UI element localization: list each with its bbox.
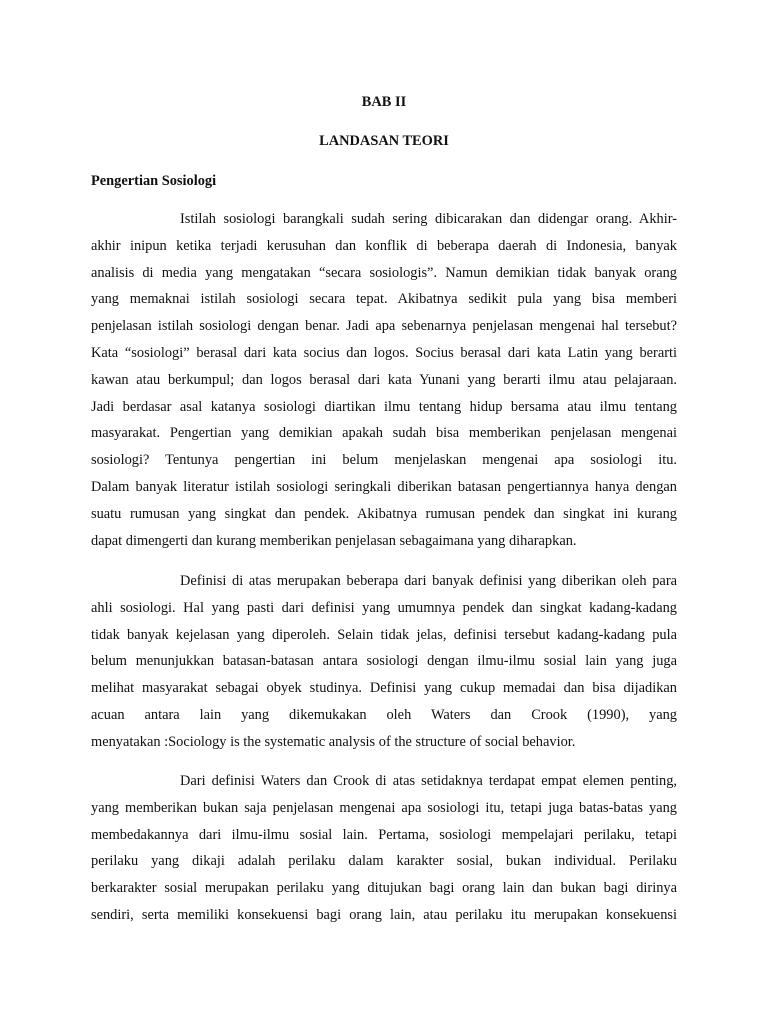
paragraph-line: kawan atau berkumpul; dan logos berasal dari kata Yunani yang berarti ilmu atau pelajaraan. [91, 371, 677, 388]
paragraph-line: membedakannya dari ilmu-ilmu sosial lain. Pertama, sosiologi mempelajari perilaku, tetapi [91, 826, 677, 843]
paragraph-line: akhir inipun ketika terjadi kerusuhan dan konflik di beberapa daerah di Indonesia, banyak [91, 237, 677, 254]
paragraph-3 [91, 768, 677, 929]
chapter-number: BAB II [361, 94, 407, 110]
paragraph-line: perilaku yang dikaji adalah perilaku dalam karakter sosial, bukan individual. Perilaku [91, 853, 677, 870]
paragraph-line: melihat masyarakat sebagai obyek studinya. Definisi yang cukup memadai dan bisa dijadikan [91, 680, 677, 697]
paragraph-line: Kata “sosiologi” berasal dari kata socius dan logos. Socius berasal dari kata Latin yang berarti [91, 344, 677, 361]
paragraph-line: acuan antara lain yang dikemukakan oleh Waters dan Crook (1990), yang [91, 706, 677, 723]
paragraph-line: Dari definisi Waters dan Crook di atas setidaknya terdapat empat elemen penting, [180, 773, 677, 789]
chapter-title: LANDASAN TEORI [319, 133, 449, 149]
section-heading: Pengertian Sosiologi [91, 173, 217, 189]
paragraph-line: Dalam banyak literatur istilah sosiologi seringkali diberikan batasan pengertiannya hanya dengan [91, 478, 677, 495]
paragraph-line: Jadi berdasar asal katanya sosiologi diartikan ilmu tentang hidup bersama atau ilmu tentang [91, 398, 677, 415]
paragraph-line: masyarakat. Pengertian yang demikian apakah sudah bisa memberikan penjelasan mengenai [91, 425, 677, 442]
paragraph-line: penjelasan istilah sosiologi dengan benar. Jadi apa sebenarnya penjelasan mengenai hal tersebut? [91, 318, 677, 335]
paragraph-line: Definisi di atas merupakan beberapa dari banyak definisi yang diberikan oleh para [180, 573, 677, 589]
paragraph-line: belum menunjukkan batasan-batasan antara sosiologi dengan ilmu-ilmu sosial lain yang juga [91, 653, 677, 670]
paragraph-line: analisis di media yang mengatakan “secara sosiologis”. Namun demikian tidak banyak orang [91, 264, 677, 281]
paragraph-line: tidak banyak kejelasan yang diperoleh. Selain tidak jelas, definisi tersebut kadang-kadang pula [91, 626, 677, 643]
paragraph-line: dapat dimengerti dan kurang memberikan penjelasan sebagaimana yang diharapkan. [91, 532, 577, 549]
paragraph-line: berkarakter sosial merupakan perilaku yang ditujukan bagi orang lain dan bukan bagi dirinya [91, 880, 677, 897]
paragraph-line: Istilah sosiologi barangkali sudah sering dibicarakan dan didengar orang. Akhir- [180, 211, 677, 227]
paragraph-line: menyatakan :Sociology is the systematic analysis of the structure of social behavior. [91, 733, 576, 750]
paragraph-2 [91, 568, 677, 756]
paragraph-line: sendiri, serta memiliki konsekuensi bagi orang lain, atau perilaku itu merupakan konsekuensi [91, 906, 677, 923]
paragraph-line: yang memaknai istilah sosiologi secara tepat. Akibatnya sedikit pula yang bisa memberi [91, 291, 677, 308]
paragraph-line: sosiologi? Tentunya pengertian ini belum menjelaskan mengenai apa sosiologi itu. [91, 452, 677, 469]
paragraph-1 [91, 206, 677, 554]
paragraph-line: suatu rumusan yang singkat dan pendek. Akibatnya rumusan pendek dan singkat ini kurang [91, 505, 677, 522]
paragraph-line: yang memberikan bukan saja penjelasan mengenai apa sosiologi itu, tetapi juga batas-batas yang [91, 799, 677, 816]
paragraph-line: ahli sosiologi. Hal yang pasti dari definisi yang umumnya pendek dan singkat kadang-kadang [91, 599, 677, 616]
